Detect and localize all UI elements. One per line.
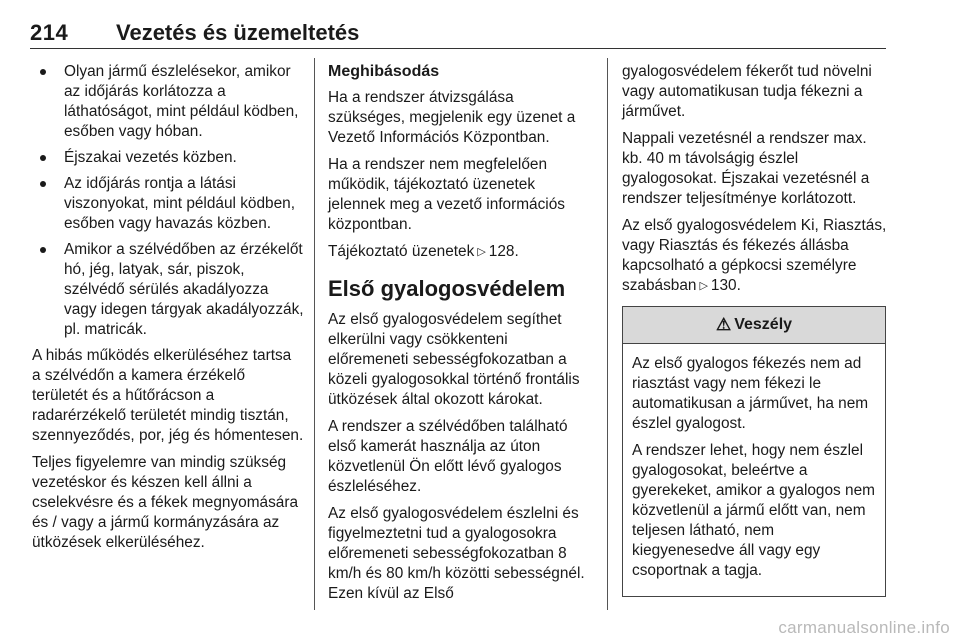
paragraph: Az első gyalogos fékezés nem ad riasztást vagy nem fékezi le automatikusan a járművet, ha nem észlel gyalogost. [632,355,869,432]
paragraph: Teljes figyelemre van mindig szükség vezetéskor és készen kell állni a cselekvésre és a fékek megnyomására és / vagy a jármű kormányzására az ütközések elkerüléséhez. [32,454,299,551]
paragraph: A hibás működés elkerüléséhez tartsa a szélvédőn a kamera érzékelő területét és a hűtőrácson a radarérzékelő területét mindig tisztán, szennyeződés, por, jég és hómentesen. [32,347,304,444]
bullet-icon [40,155,46,161]
chapter-title: Vezetés és üzemeltetés [116,20,360,45]
paragraph: gyalogosvédelem fékerőt tud növelni vagy automatikusan tudja fékezni a járművet. [622,63,872,120]
page-header [30,0,886,50]
paragraph: Az első gyalogosvédelem észlelni és figyelmeztetni tud a gyalogosokra előremeneti sebességfokozatban 8 km/h és 80 km/h közötti sebességnél. Ezen kívül az Első [328,505,585,602]
column-2 [328,62,592,611]
column-3 [622,62,888,597]
header-divider [30,48,886,49]
paragraph: Ha a rendszer átvizsgálása szükséges, megjelenik egy üzenet a Vezető Információs Központban. [328,89,576,146]
page-ref-icon: ▷ [699,280,708,292]
watermark: carmanualsonline.info [778,618,950,637]
bullet-icon [40,247,46,253]
paragraph: Tájékoztató üzenetek ▷ 128. [328,243,519,260]
paragraph: Nappali vezetésnél a rendszer max. kb. 40 m távolságig észlel gyalogosokat. Éjszakai vezetésnél a rendszer teljesítménye korlátozott. [622,130,870,207]
conditions-list [32,62,304,340]
paragraph: A rendszer lehet, hogy nem észlel gyalogosokat, beleértve a gyerekeket, amikor a gyalogos nem közvetlenül a jármű előtt van, nem teljesen látható, nem kiegyenesedve áll vagy egy csoportnak a tagja. [632,442,875,579]
warning-box [622,306,886,597]
warning-header [623,307,885,344]
paragraph: Ha a rendszer nem megfelelően működik, tájékoztató üzenetek jelennek meg a vezető információs központban. [328,156,565,233]
column-1 [32,62,304,560]
bullet-icon [40,69,46,75]
section-heading: Első gyalogosvédelem [328,276,566,301]
page-ref-icon: ▷ [477,246,486,258]
warning-title: Veszély [734,316,793,333]
page-ref-link[interactable]: 130. [710,277,741,294]
page-ref-link[interactable]: 128. [488,243,519,260]
page-number: 214 [30,20,69,45]
paragraph: Az első gyalogosvédelem segíthet elkerülni vagy csökkenteni előremeneti sebességfokozatban a közeli gyalogosokkal történő frontális ütközések által okozott károkat. [328,311,580,408]
warning-body [623,344,885,596]
column-divider-1 [314,58,315,610]
warning-icon: ⚠ [715,315,732,334]
list-item: Éjszakai vezetés közben. [32,148,304,168]
list-item: Olyan jármű észlelésekor, amikor az időjárás korlátozza a láthatóságot, mint például ködben, esőben vagy hóban. [32,62,304,142]
list-item: Amikor a szélvédőben az érzékelőt hó, jég, latyak, sár, piszok, szélvédő sérülés akadályozza vagy idegen tárgyak akadályozzák, pl. matricák. [32,240,304,340]
column-divider-2 [607,58,608,610]
list-item: Az időjárás rontja a látási viszonyokat, mint például ködben, esőben vagy havazás közben. [32,174,304,234]
paragraph: A rendszer a szélvédőben található első kamerát használja az úton közvetlenül Ön előtt lévő gyalogos észleléséhez. [328,418,568,495]
bullet-icon [40,181,46,187]
paragraph: Az első gyalogosvédelem Ki, Riasztás, vagy Riasztás és fékezés állásba kapcsolható a gépkocsi személyre szabásban ▷ 130. [622,217,887,294]
subheading-malfunction: Meghibásodás [328,63,440,80]
